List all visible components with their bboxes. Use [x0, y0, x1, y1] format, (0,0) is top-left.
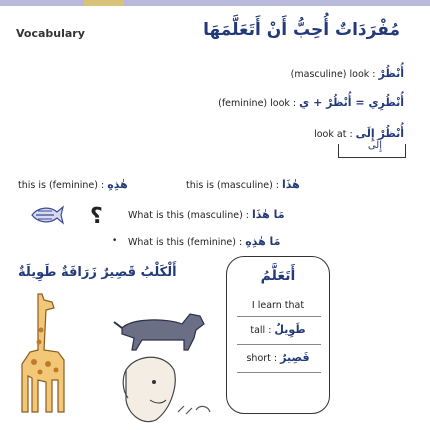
learn-box-divider-2: [237, 344, 321, 345]
rule-masculine-look-ar: أُنْظُرْ: [378, 67, 404, 80]
learn-box-tall-ar: طَوِيلٌ: [274, 323, 306, 336]
rule-masculine-look: [291, 67, 404, 80]
rule-look-at-en: look at :: [314, 129, 356, 140]
question-masculine-en: What is this (masculine) :: [128, 210, 253, 221]
question-masculine-ar: مَا هٰذَا: [252, 208, 285, 221]
question-feminine-en: What is this (feminine) :: [128, 237, 246, 248]
vocabulary-heading-arabic: مُفْرَدَاتٌ أُحِبُّ أَنْ أَتَعَلَّمَهَا: [203, 20, 400, 40]
question-masculine: [128, 208, 285, 221]
question-mark: ؟: [90, 204, 103, 229]
animals-caption-arabic: أَلْكَلْبُ قَصِيرٌ زَرَافَةٌ طَوِيلَةٌ: [18, 265, 177, 280]
child-face-icon: [116, 350, 226, 428]
dog-icon: [112, 300, 212, 355]
rule-look-at-ar: أُنْظُرْ إِلَى: [355, 127, 404, 140]
question-feminine-ar: مَا هٰذِهِ: [245, 235, 281, 248]
this-is-masculine-en: this is (masculine) :: [186, 180, 283, 191]
learn-box: [226, 256, 330, 414]
bracket-label-arabic: إِلَى: [367, 140, 382, 151]
this-is-feminine: [18, 178, 128, 191]
rule-look-at: [314, 127, 404, 140]
learn-box-short: [227, 351, 329, 364]
learn-box-divider-3: [237, 372, 321, 373]
learn-box-short-ar: قَصِيرٌ: [280, 351, 310, 364]
this-is-feminine-ar: هٰذِهِ: [107, 178, 128, 191]
rule-masculine-look-en: (masculine) look :: [290, 69, 379, 80]
top-bar: [0, 0, 430, 6]
bullet: •: [112, 236, 118, 246]
learn-box-title: أَتَعَلَّمُ: [260, 268, 296, 284]
learn-box-subtitle: I learn that: [251, 300, 305, 311]
vocabulary-heading: Vocabulary: [16, 27, 85, 40]
rule-feminine-look-en: (feminine) look :: [218, 98, 300, 109]
fish-icon: [30, 203, 64, 227]
giraffe-icon: [8, 290, 80, 418]
rule-feminine-look: [218, 96, 404, 109]
learn-box-divider-1: [237, 316, 321, 317]
learn-box-tall-en: tall :: [250, 325, 275, 336]
this-is-masculine-ar: هٰذَا: [282, 178, 300, 191]
learn-box-tall: [227, 323, 329, 336]
this-is-feminine-en: this is (feminine) :: [18, 180, 108, 191]
this-is-masculine: [186, 178, 300, 191]
question-feminine: [128, 235, 280, 248]
rule-feminine-look-ar: أُنْظُرِي = أُنْظُرْ + ي: [299, 96, 404, 109]
learn-box-short-en: short :: [246, 353, 281, 364]
top-bar-tab: [84, 0, 124, 6]
